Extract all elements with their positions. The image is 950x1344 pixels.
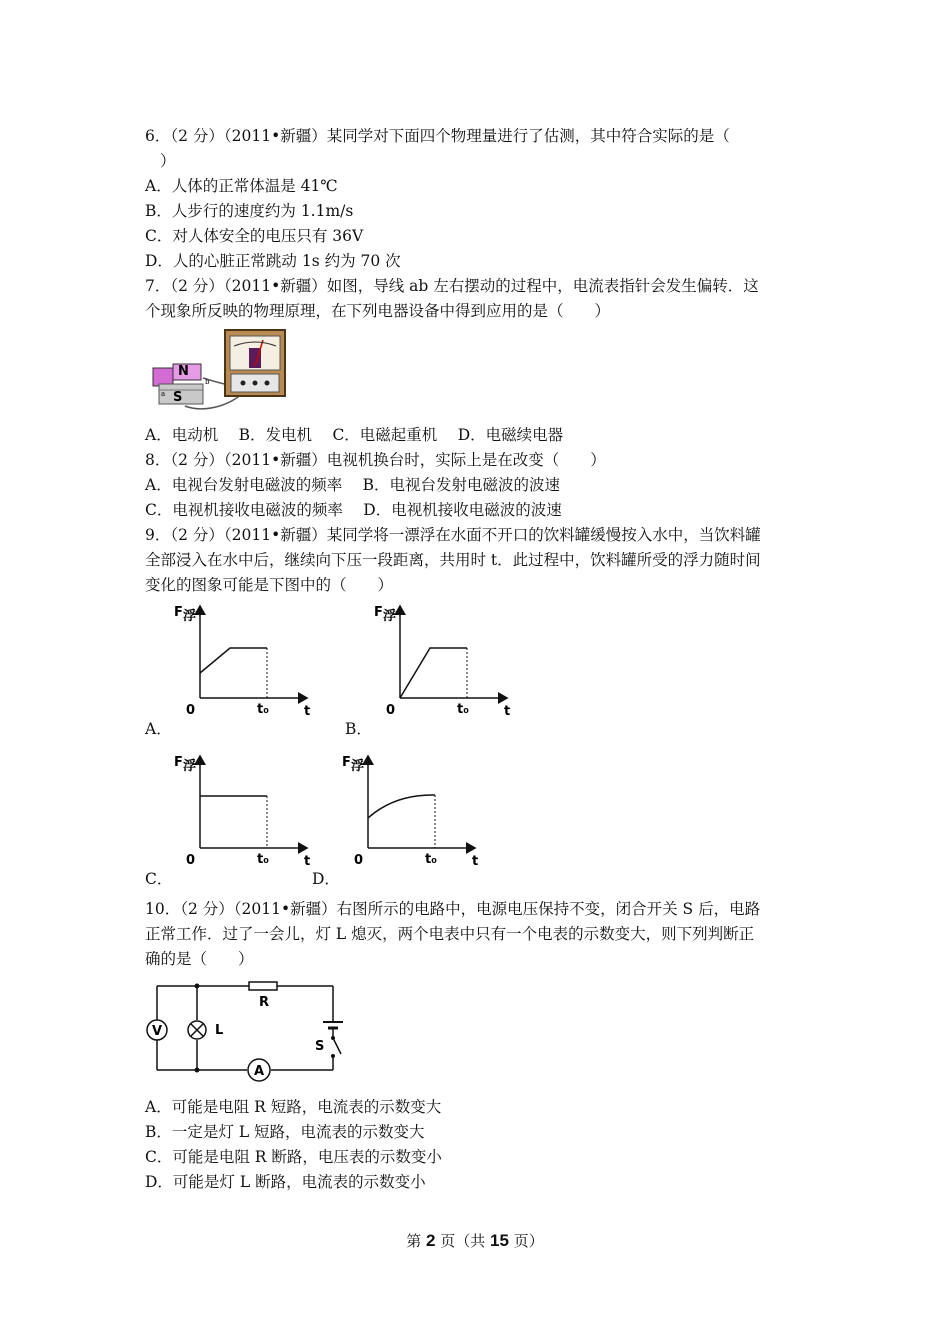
q9-stem-line2: 全部浸入在水中后，继续向下压一段距离，共用时 t．此过程中，饮料罐所受的浮力随时间 — [145, 551, 761, 569]
q9-stem-line1: 9．（2 分）（2011•新疆）某同学将一漂浮在水面不开口的饮料罐缓慢按入水中，当饮料罐 — [145, 526, 761, 544]
q8-options-row2: C．电视机接收电磁波的频率 D．电视机接收电磁波的波速 — [145, 501, 562, 519]
switch-s-label: S — [315, 1039, 325, 1054]
q6-option-b: B．人步行的速度约为 1.1m/s — [145, 202, 354, 220]
graph-c-t: t — [304, 854, 311, 869]
wire-b-label: b — [205, 378, 210, 386]
q9-option-d: D． — [312, 870, 340, 888]
graph-c-f-subscript: 浮 — [183, 759, 197, 774]
wire-a-label: a — [161, 390, 166, 398]
q10-option-b: B．一定是灯 L 短路，电流表的示数变大 — [145, 1123, 425, 1141]
graph-d-f-label: F — [342, 755, 351, 770]
q6-option-d: D．人的心脏正常跳动 1s 约为 70 次 — [145, 252, 401, 270]
graph-a-f-subscript: 浮 — [183, 609, 197, 624]
graph-c — [172, 748, 322, 873]
q6-option-c: C．对人体安全的电压只有 36V — [145, 227, 364, 245]
q10-stem-line1: 10．（2 分）（2011•新疆）右图所示的电路中，电源电压保持不变，闭合开关 S 后，电路 — [145, 900, 761, 918]
graph-a-origin: 0 — [186, 703, 196, 718]
graph-c-origin: 0 — [186, 853, 196, 868]
lamp-l-label: L — [215, 1023, 224, 1038]
graph-d — [340, 748, 490, 873]
footer-page-number: 2 — [426, 1231, 436, 1250]
q10-option-a: A．可能是电阻 R 短路，电流表的示数变大 — [145, 1098, 442, 1116]
q6-stem-line1: 6．（2 分）（2011•新疆）某同学对下面四个物理量进行了估测，其中符合实际的是（ — [145, 127, 730, 145]
ammeter-a-label: A — [254, 1064, 265, 1079]
graph-b-origin: 0 — [386, 703, 396, 718]
graph-a-f-label: F — [174, 605, 183, 620]
q8-options-row1: A．电视台发射电磁波的频率 B．电视台发射电磁波的波速 — [145, 476, 561, 494]
graph-b-f-label: F — [374, 605, 383, 620]
graph-d-origin: 0 — [354, 853, 364, 868]
graph-d-f-subscript: 浮 — [351, 759, 365, 774]
graph-c-t0: t₀ — [257, 852, 269, 867]
q6-stem-line2: ） — [160, 152, 176, 170]
resistor-r-label: R — [259, 995, 270, 1010]
magnet-n-label: N — [178, 364, 189, 379]
q7-stem-line1: 7．（2 分）（2011•新疆）如图，导线 ab 左右摆动的过程中，电流表指针会发生偏转．这 — [145, 277, 759, 295]
graph-a-t: t — [304, 704, 311, 719]
generator-apparatus-figure — [145, 328, 295, 420]
circuit-diagram — [145, 978, 345, 1086]
q9-stem-line3: 变化的图象可能是下图中的（ ） — [145, 576, 394, 594]
graph-b-t0: t₀ — [457, 702, 469, 717]
q7-options: A．电动机 B．发电机 C．电磁起重机 D．电磁续电器 — [145, 426, 564, 444]
q10-option-c: C．可能是电阻 R 断路，电压表的示数变小 — [145, 1148, 442, 1166]
graph-a-t0: t₀ — [257, 702, 269, 717]
page-footer — [0, 1230, 950, 1251]
voltmeter-v-label: V — [152, 1024, 163, 1039]
q10-stem-line3: 确的是（ ） — [145, 950, 254, 968]
q9-option-b: B． — [345, 720, 372, 738]
graph-b-f-subscript: 浮 — [383, 609, 397, 624]
footer-prefix: 第 — [406, 1232, 427, 1250]
graph-b-t: t — [504, 704, 511, 719]
q7-stem-line2: 个现象所反映的物理原理，在下列电器设备中得到应用的是（ ） — [145, 302, 611, 320]
graph-a — [172, 598, 322, 723]
q10-stem-line2: 正常工作．过了一会儿，灯 L 熄灭，两个电表中只有一个电表的示数变大，则下列判断正 — [145, 925, 755, 943]
graph-b — [372, 598, 522, 723]
q6-option-a: A．人体的正常体温是 41℃ — [145, 177, 338, 195]
graph-c-f-label: F — [174, 755, 183, 770]
q9-option-a: A． — [145, 720, 172, 738]
footer-mid: 页（共 — [435, 1232, 491, 1250]
q9-option-c: C． — [145, 870, 173, 888]
graph-d-t0: t₀ — [425, 852, 437, 867]
footer-suffix: 页） — [508, 1232, 544, 1250]
q10-option-d: D．可能是灯 L 断路，电流表的示数变小 — [145, 1173, 426, 1191]
q8-stem: 8．（2 分）（2011•新疆）电视机换台时，实际上是在改变（ ） — [145, 451, 606, 469]
footer-total-pages: 15 — [490, 1231, 509, 1250]
graph-d-t: t — [472, 854, 479, 869]
magnet-s-label: S — [173, 390, 183, 405]
